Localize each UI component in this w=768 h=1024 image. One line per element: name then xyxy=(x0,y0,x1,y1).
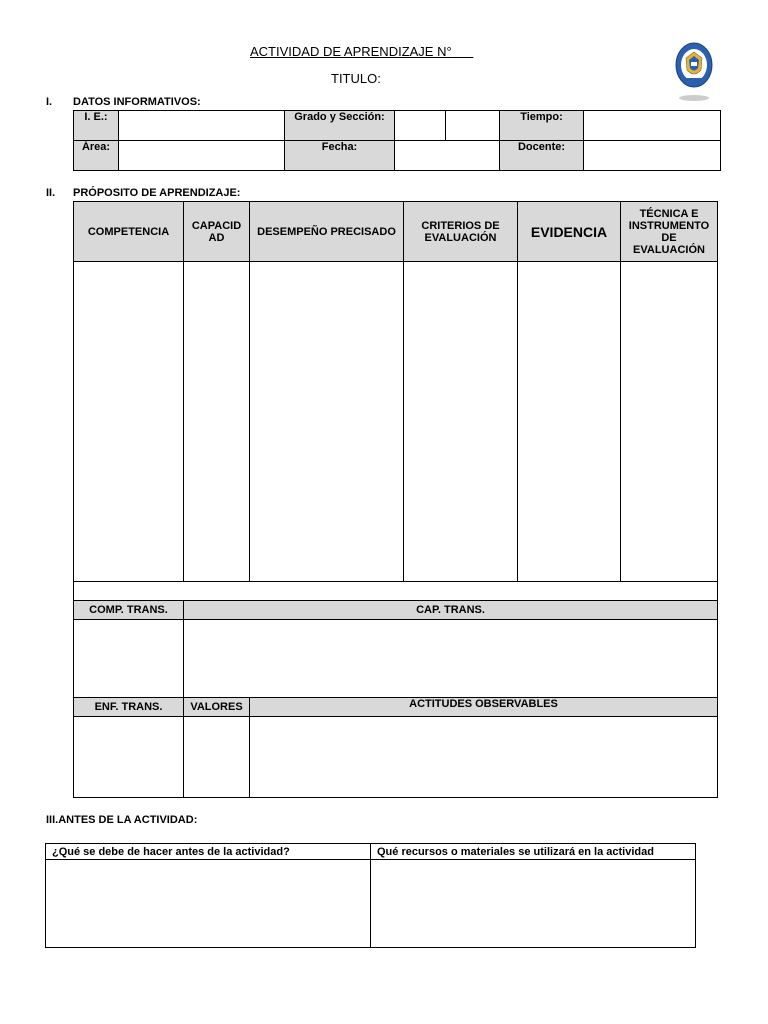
spacer-row xyxy=(74,582,718,601)
capacidad-cell[interactable] xyxy=(184,262,250,582)
antes-actividad-table xyxy=(45,843,696,948)
tiempo-field[interactable] xyxy=(584,111,721,141)
actitudes-header: ACTITUDES OBSERVABLES xyxy=(250,698,718,717)
school-crest-icon xyxy=(674,40,714,104)
header-tecnica: TÉCNICA E INSTRUMENTO DE EVALUACIÓN xyxy=(621,202,718,262)
criterios-cell[interactable] xyxy=(404,262,518,582)
header-evidencia: EVIDENCIA xyxy=(518,202,621,262)
valores-header: VALORES xyxy=(184,698,250,717)
seccion-field[interactable] xyxy=(446,111,500,141)
area-label: Área: xyxy=(74,141,119,171)
section2-number: II. xyxy=(46,187,56,199)
section3-title: III.ANTES DE LA ACTIVIDAD: xyxy=(46,814,198,826)
datos-informativos-table xyxy=(73,110,721,171)
area-field[interactable] xyxy=(119,141,285,171)
header-criterios: CRITERIOS DE EVALUACIÓN xyxy=(404,202,518,262)
grado-label: Grado y Sección: xyxy=(285,111,395,141)
header-capacidad: CAPACID AD xyxy=(184,202,250,262)
antes-col2-cell[interactable] xyxy=(371,860,696,948)
grado-field[interactable] xyxy=(395,111,446,141)
tiempo-label: Tiempo: xyxy=(500,111,584,141)
docente-label: Docente: xyxy=(500,141,584,171)
fecha-label: Fecha: xyxy=(285,141,395,171)
section2-title: PRÓPOSITO DE APRENDIZAJE: xyxy=(73,187,241,199)
ie-field[interactable] xyxy=(119,111,285,141)
valores-cell[interactable] xyxy=(184,717,250,798)
desempeno-cell[interactable] xyxy=(250,262,404,582)
comp-trans-cell[interactable] xyxy=(74,620,184,698)
header-competencia: COMPETENCIA xyxy=(74,202,184,262)
document-title: ACTIVIDAD DE APRENDIZAJE N° xyxy=(250,44,452,59)
comp-trans-header: COMP. TRANS. xyxy=(74,601,184,620)
docente-field[interactable] xyxy=(584,141,721,171)
document-subtitle: TITULO: xyxy=(331,71,381,86)
fecha-field[interactable] xyxy=(395,141,500,171)
ie-label: I. E.: xyxy=(74,111,119,141)
cap-trans-header: CAP. TRANS. xyxy=(184,601,718,620)
header-desempeno: DESEMPEÑO PRECISADO xyxy=(250,202,404,262)
antes-col1-cell[interactable] xyxy=(46,860,371,948)
antes-col1-header: ¿Qué se debe de hacer antes de la actividad? xyxy=(46,844,371,860)
actitudes-cell[interactable] xyxy=(250,717,718,798)
evidencia-cell[interactable] xyxy=(518,262,621,582)
antes-col2-header: Qué recursos o materiales se utilizará en la actividad xyxy=(371,844,696,860)
enf-trans-header: ENF. TRANS. xyxy=(74,698,184,717)
proposito-table xyxy=(73,201,718,798)
section1-title: DATOS INFORMATIVOS: xyxy=(73,96,201,108)
competencia-cell[interactable] xyxy=(74,262,184,582)
tecnica-cell[interactable] xyxy=(621,262,718,582)
section1-number: I. xyxy=(46,96,53,108)
enf-trans-cell[interactable] xyxy=(74,717,184,798)
cap-trans-cell[interactable] xyxy=(184,620,718,698)
